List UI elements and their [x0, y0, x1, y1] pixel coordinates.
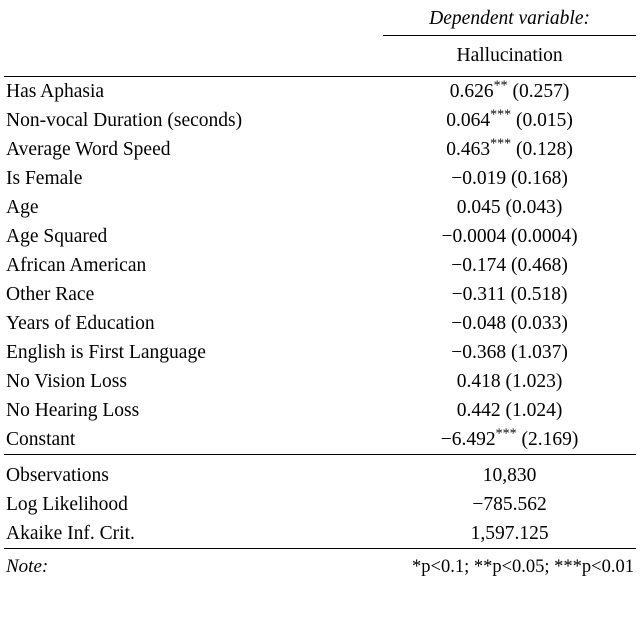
- standard-error: (0.257): [512, 80, 570, 102]
- coefficient: −0.311: [451, 283, 506, 305]
- dependent-variable-header-row: [4, 0, 636, 36]
- row-value: [383, 251, 636, 280]
- table-row: [4, 77, 636, 107]
- coefficient: 0.064: [446, 109, 491, 131]
- table-row: [4, 135, 636, 164]
- table-row: [4, 519, 636, 549]
- table-row: [4, 251, 636, 280]
- standard-error: (2.169): [521, 428, 579, 450]
- stat-label: Log Likelihood: [6, 493, 128, 515]
- row-value: [383, 77, 636, 107]
- table-row: [4, 193, 636, 222]
- row-value: [383, 396, 636, 425]
- row-label: Non-vocal Duration (seconds): [6, 109, 243, 131]
- row-label: Years of Education: [6, 312, 155, 334]
- standard-error: (0.128): [516, 138, 573, 160]
- coefficient: −6.492: [440, 428, 496, 450]
- row-label: Age: [6, 196, 39, 218]
- standard-error: (0.033): [511, 312, 568, 334]
- row-value: [383, 106, 636, 135]
- row-label: No Hearing Loss: [6, 399, 140, 421]
- row-value: [383, 280, 636, 309]
- header-spacer: [4, 0, 383, 36]
- coefficient: 0.418: [456, 370, 501, 392]
- standard-error: (1.023): [505, 370, 563, 392]
- stat-label: Akaike Inf. Crit.: [4, 519, 383, 549]
- table-row: [4, 309, 636, 338]
- significance-stars: ***: [490, 136, 512, 151]
- row-value: [383, 222, 636, 251]
- significance-stars: ***: [495, 426, 517, 441]
- coefficient: 0.463: [446, 138, 491, 160]
- table-row: [4, 222, 636, 251]
- row-label: Average Word Speed: [6, 138, 171, 160]
- row-value: [383, 425, 636, 455]
- coefficient: 0.045: [456, 196, 501, 218]
- row-label: Is Female: [6, 167, 83, 189]
- coefficient: −0.174: [451, 254, 507, 276]
- standard-error: (1.024): [505, 399, 563, 421]
- table-row: [4, 490, 636, 519]
- standard-error: (1.037): [511, 341, 568, 363]
- row-label: Age Squared: [6, 225, 108, 247]
- header-spacer-2: [4, 36, 383, 77]
- table-row: [4, 280, 636, 309]
- note-label: Note:: [6, 556, 49, 577]
- coefficient: −0.368: [451, 341, 507, 363]
- row-label: Other Race: [6, 283, 95, 305]
- row-value: [383, 338, 636, 367]
- coefficient: −0.048: [451, 312, 507, 334]
- table-row: [4, 425, 636, 455]
- table-row: [4, 164, 636, 193]
- table-row: [4, 396, 636, 425]
- standard-error: (0.468): [511, 254, 568, 276]
- row-value: [383, 193, 636, 222]
- row-value: [383, 135, 636, 164]
- row-value: [383, 367, 636, 396]
- standard-error: (0.043): [505, 196, 563, 218]
- coefficient: 0.626: [449, 80, 494, 102]
- stat-value: 1,597.125: [383, 519, 636, 549]
- standard-error: (0.518): [510, 283, 568, 305]
- standard-error: (0.168): [511, 167, 568, 189]
- standard-error: (0.015): [516, 109, 573, 131]
- coefficient: −0.0004: [441, 225, 507, 247]
- row-value: [383, 309, 636, 338]
- stat-label: Observations: [6, 464, 109, 486]
- significance-stars: **: [493, 78, 508, 93]
- table-row: [4, 338, 636, 367]
- row-value: [383, 164, 636, 193]
- row-label: African American: [6, 254, 147, 276]
- coefficient: 0.442: [456, 399, 501, 421]
- stat-value: −785.562: [472, 493, 547, 515]
- standard-error: (0.0004): [511, 225, 578, 247]
- table-note-row: [4, 549, 636, 581]
- table-row: [4, 461, 636, 490]
- row-label: Constant: [4, 425, 383, 455]
- significance-stars: ***: [490, 107, 512, 122]
- row-label: English is First Language: [6, 341, 206, 363]
- coefficient: −0.019: [451, 167, 507, 189]
- dependent-variable-header: Dependent variable:: [383, 0, 636, 36]
- dependent-variable-name-row: [4, 36, 636, 77]
- row-label: Has Aphasia: [4, 77, 383, 107]
- regression-table: [4, 0, 636, 580]
- table-row: [4, 106, 636, 135]
- dependent-variable-name: Hallucination: [456, 45, 563, 66]
- row-label: No Vision Loss: [6, 370, 127, 392]
- stat-value: 10,830: [482, 464, 537, 486]
- table-row: [4, 367, 636, 396]
- note-text: *p<0.1; **p<0.05; ***p<0.01: [412, 557, 634, 577]
